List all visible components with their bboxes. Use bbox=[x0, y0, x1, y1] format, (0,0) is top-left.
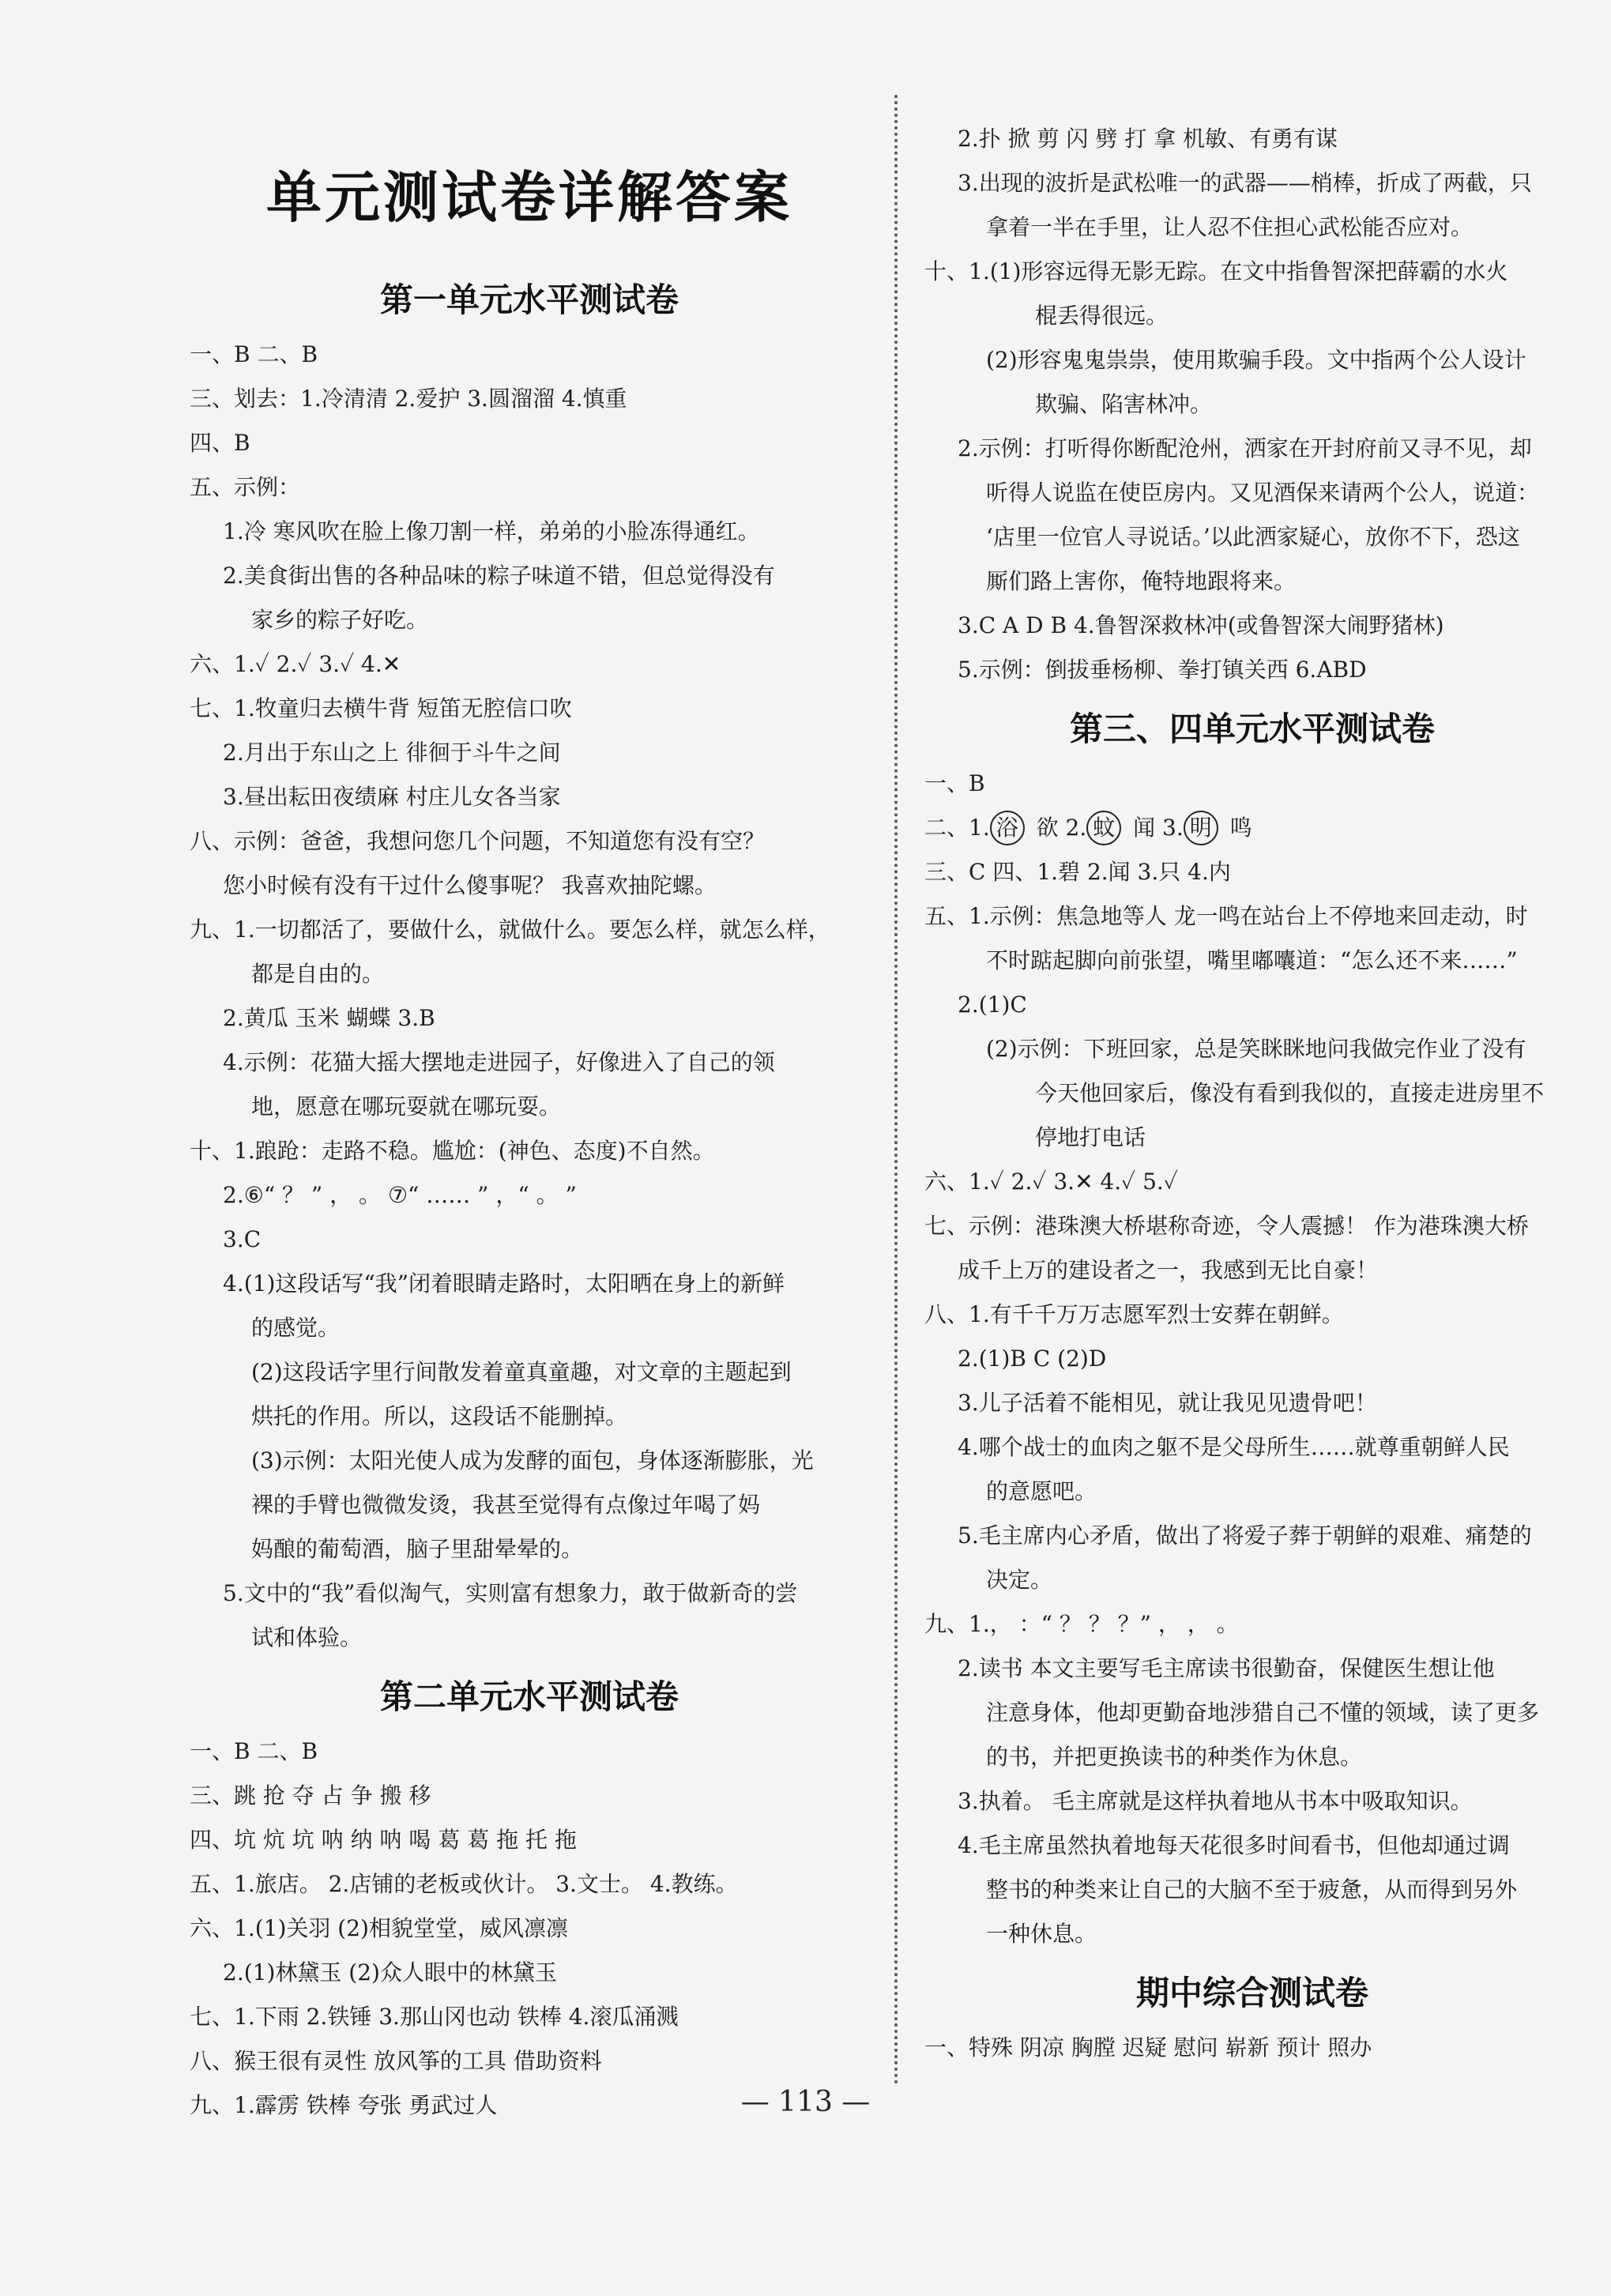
answer-line: 六、1.✓ 2.✓ 3.✓ 4.✕ bbox=[190, 651, 401, 677]
answer-line: 2.读书 本文主要写毛主席读书很勤奋，保健医生想让他 bbox=[958, 1655, 1495, 1681]
answer-line: 4.(1)这段话写“我”闭着眼睛走路时，太阳晒在身上的新鲜 bbox=[223, 1270, 785, 1297]
answer-line: 试和体验。 bbox=[251, 1624, 363, 1650]
answer-line: (3)示例：太阳光使人成为发酵的面包，身体逐渐膨胀，光 bbox=[251, 1447, 814, 1474]
answer-line: 2.(1)C bbox=[958, 992, 1027, 1018]
answer-line: 4.示例：花猫大摇大摆地走进园子，好像进入了自己的领 bbox=[223, 1049, 775, 1075]
answer-line: 三、划去：1.冷清清 2.爱护 3.圆溜溜 4.慎重 bbox=[190, 386, 627, 412]
answer-line: 听得人说监在使臣房内。又见酒保来请两个公人，说道： bbox=[986, 480, 1540, 506]
answer-line: 裸的手臂也微微发烫，我甚至觉得有点像过年喝了妈 bbox=[251, 1492, 761, 1518]
answer-text: 鸣 bbox=[1222, 815, 1252, 841]
answer-line: 四、坑 炕 坑 呐 纳 呐 喝 葛 葛 拖 托 拖 bbox=[190, 1827, 577, 1853]
answer-line: 都是自由的。 bbox=[251, 961, 385, 987]
answer-line: 家乡的粽子好吃。 bbox=[251, 607, 429, 633]
answer-line: 2.示例：打听得你断配沧州，洒家在开封府前又寻不见，却 bbox=[958, 435, 1532, 461]
answer-line: 的感觉。 bbox=[251, 1315, 341, 1341]
answer-line: 八、猴王很有灵性 放风筝的工具 借助资料 bbox=[190, 2048, 602, 2074]
answer-line: 3.执着。 毛主席就是这样执着地从书本中吸取知识。 bbox=[958, 1788, 1473, 1814]
section-title: 期中综合测试卷 bbox=[1135, 1974, 1368, 2012]
answer-line: 一、B 二、B bbox=[190, 341, 318, 367]
answer-line: 不时踮起脚向前张望，嘴里嘟囔道：“怎么还不来……” bbox=[986, 947, 1518, 973]
answer-line: 整书的种类来让自己的大脑不至于疲惫，从而得到另外 bbox=[986, 1876, 1518, 1903]
left-column-body bbox=[190, 274, 869, 2128]
answer-line: 决定。 bbox=[986, 1567, 1053, 1593]
page-number: — 113 — bbox=[740, 2086, 871, 2118]
answer-line: 2.美食街出售的各种品味的粽子味道不错，但总觉得没有 bbox=[223, 563, 775, 589]
answer-line: 一、B bbox=[924, 770, 985, 796]
answer-line: 停地打电话 bbox=[1035, 1124, 1146, 1150]
answer-line: (2)这段话字里行间散发着童真童趣，对文章的主题起到 bbox=[251, 1359, 792, 1385]
answer-line: 4.毛主席虽然执着地每天花很多时间看书，但他却通过调 bbox=[958, 1832, 1510, 1858]
answer-line: 2.扑 掀 剪 闪 劈 打 拿 机敏、有勇有谋 bbox=[958, 126, 1338, 152]
answer-line: 3.出现的波折是武松唯一的武器——梢棒，折成了两截，只 bbox=[958, 170, 1532, 196]
answer-line: 五、1.示例：焦急地等人 龙一鸣在站台上不停地来回走动，时 bbox=[924, 903, 1528, 929]
circled-character: 明 bbox=[1184, 811, 1218, 845]
answer-line: 六、1.✓ 2.✓ 3.✕ 4.✓ 5.✓ bbox=[924, 1169, 1178, 1195]
answer-line: 一、特殊 阴凉 胸膛 迟疑 慰问 崭新 预计 照办 bbox=[924, 2034, 1372, 2061]
answer-line: 2.黄瓜 玉米 蝴蝶 3.B bbox=[223, 1005, 435, 1031]
answer-line: 您小时候有没有干过什么傻事呢？ 我喜欢抽陀螺。 bbox=[223, 872, 717, 898]
answer-line: 五、示例： bbox=[190, 474, 301, 500]
answer-line: 七、1.牧童归去横牛背 短笛无腔信口吹 bbox=[190, 695, 572, 721]
section-title: 第一单元水平测试卷 bbox=[379, 280, 679, 319]
answer-line: 今天他回家后，像没有看到我似的，直接走进房里不 bbox=[1035, 1080, 1545, 1106]
answer-line: 一种休息。 bbox=[986, 1921, 1097, 1947]
answer-line: 十、1.(1)形容远得无影无踪。在文中指鲁智深把薛霸的水火 bbox=[924, 258, 1508, 284]
answer-line: 5.文中的“我”看似淘气，实则富有想象力，敢于做新奇的尝 bbox=[223, 1580, 798, 1606]
answer-line: 3.C bbox=[223, 1226, 262, 1252]
circled-character: 浴 bbox=[990, 811, 1025, 845]
answer-line: (2)示例：下班回家，总是笑眯眯地问我做完作业了没有 bbox=[986, 1036, 1526, 1062]
answer-line: 5.示例：倒拔垂杨柳、拳打镇关西 6.ABD bbox=[958, 657, 1367, 683]
answer-line: 九、1.霹雳 铁棒 夸张 勇武过人 bbox=[190, 2092, 498, 2118]
answer-line: 棍丢得很远。 bbox=[1035, 303, 1169, 329]
answer-line: 四、B bbox=[190, 430, 250, 456]
answer-text: 闻 3. bbox=[1126, 815, 1184, 841]
answer-line: 拿着一半在手里，让人忍不住担心武松能否应对。 bbox=[986, 214, 1474, 240]
answer-line: 七、示例：港珠澳大桥堪称奇迹，令人震撼！ 作为港珠澳大桥 bbox=[924, 1213, 1529, 1239]
answer-line: 九、1.一切都活了，要做什么，就做什么。要怎么样，就怎么样， bbox=[190, 917, 830, 943]
right-column-body bbox=[924, 117, 1580, 2070]
answer-line: 地，愿意在哪玩耍就在哪玩耍。 bbox=[251, 1093, 562, 1120]
answer-text: 欲 2. bbox=[1029, 815, 1087, 841]
answer-line: 六、1.(1)关羽 (2)相貌堂堂，威风凛凛 bbox=[190, 1915, 568, 1941]
answer-line: 5.毛主席内心矛盾，做出了将爱子葬于朝鲜的艰难、痛楚的 bbox=[958, 1523, 1532, 1549]
answer-text: 二、1. bbox=[924, 815, 990, 841]
left-column bbox=[190, 111, 869, 2128]
answer-line: 一、B 二、B bbox=[190, 1738, 318, 1764]
answer-line: 4.哪个战士的血肉之躯不是父母所生……就尊重朝鲜人民 bbox=[958, 1434, 1510, 1460]
right-column bbox=[924, 117, 1580, 2070]
answer-line: (2)形容鬼鬼祟祟，使用欺骗手段。文中指两个公人设计 bbox=[986, 347, 1526, 373]
answer-line: 2.(1)B C (2)D bbox=[958, 1346, 1107, 1372]
page-title: 单元测试卷详解答案 bbox=[266, 165, 792, 230]
answer-line: 七、1.下雨 2.铁锤 3.那山冈也动 铁棒 4.滚瓜涌溅 bbox=[190, 2004, 679, 2030]
answer-line: 3.昼出耘田夜绩麻 村庄儿女各当家 bbox=[223, 784, 561, 810]
answer-line: 八、1.有千千万万志愿军烈士安葬在朝鲜。 bbox=[924, 1301, 1344, 1327]
answer-line: 三、C 四、1.碧 2.闻 3.只 4.内 bbox=[924, 859, 1231, 885]
answer-line: 1.冷 寒风吹在脸上像刀割一样，弟弟的小脸冻得通红。 bbox=[223, 518, 760, 544]
answer-line: 三、跳 抢 夺 占 争 搬 移 bbox=[190, 1782, 431, 1809]
answer-line: 2.月出于东山之上 徘徊于斗牛之间 bbox=[223, 740, 561, 766]
answer-line: 厮们路上害你，俺特地跟将来。 bbox=[986, 568, 1297, 594]
section-title: 第二单元水平测试卷 bbox=[379, 1677, 679, 1716]
answer-line: 九、1.， ：“ ？ ？ ？” ， ， 。 bbox=[924, 1611, 1239, 1637]
column-divider bbox=[894, 95, 898, 2086]
answer-line bbox=[924, 806, 1580, 850]
answer-line: 十、1.踉跄：走路不稳。尴尬：(神色、态度)不自然。 bbox=[190, 1138, 715, 1164]
answer-line: 2.(1)林黛玉 (2)众人眼中的林黛玉 bbox=[223, 1959, 557, 1985]
circled-character: 蚊 bbox=[1086, 811, 1121, 845]
answer-line: 注意身体，他却更勤奋地涉猎自己不懂的领域，读了更多 bbox=[986, 1699, 1540, 1726]
answer-line: 五、1.旅店。 2.店铺的老板或伙计。 3.文士。 4.教练。 bbox=[190, 1871, 738, 1897]
answer-line: 的意愿吧。 bbox=[986, 1478, 1097, 1504]
answer-line: 烘托的作用。所以，这段话不能删掉。 bbox=[251, 1403, 628, 1429]
answer-line: 的书，并把更换读书的种类作为休息。 bbox=[986, 1744, 1363, 1770]
answer-line: 八、示例：爸爸，我想问您几个问题，不知道您有没有空？ bbox=[190, 828, 766, 854]
answer-line: 成千上万的建设者之一，我感到无比自豪！ bbox=[958, 1257, 1379, 1283]
answer-line: 3.儿子活着不能相见，就让我见见遗骨吧！ bbox=[958, 1390, 1377, 1416]
answer-line: 欺骗、陷害林冲。 bbox=[1035, 391, 1213, 417]
section-title: 第三、四单元水平测试卷 bbox=[1069, 710, 1435, 748]
answer-line: ‘店里一位官人寻说话。’以此洒家疑心，放你不下，恐这 bbox=[986, 524, 1520, 550]
answer-line: 2.⑥“ ？ ” ， 。 ⑦“ …… ” ，“ 。 ” bbox=[223, 1182, 577, 1208]
answer-line: 妈酿的葡萄酒，脑子里甜晕晕的。 bbox=[251, 1536, 584, 1562]
answer-line: 3.C A D B 4.鲁智深救林冲(或鲁智深大闹野猪林) bbox=[958, 612, 1444, 638]
